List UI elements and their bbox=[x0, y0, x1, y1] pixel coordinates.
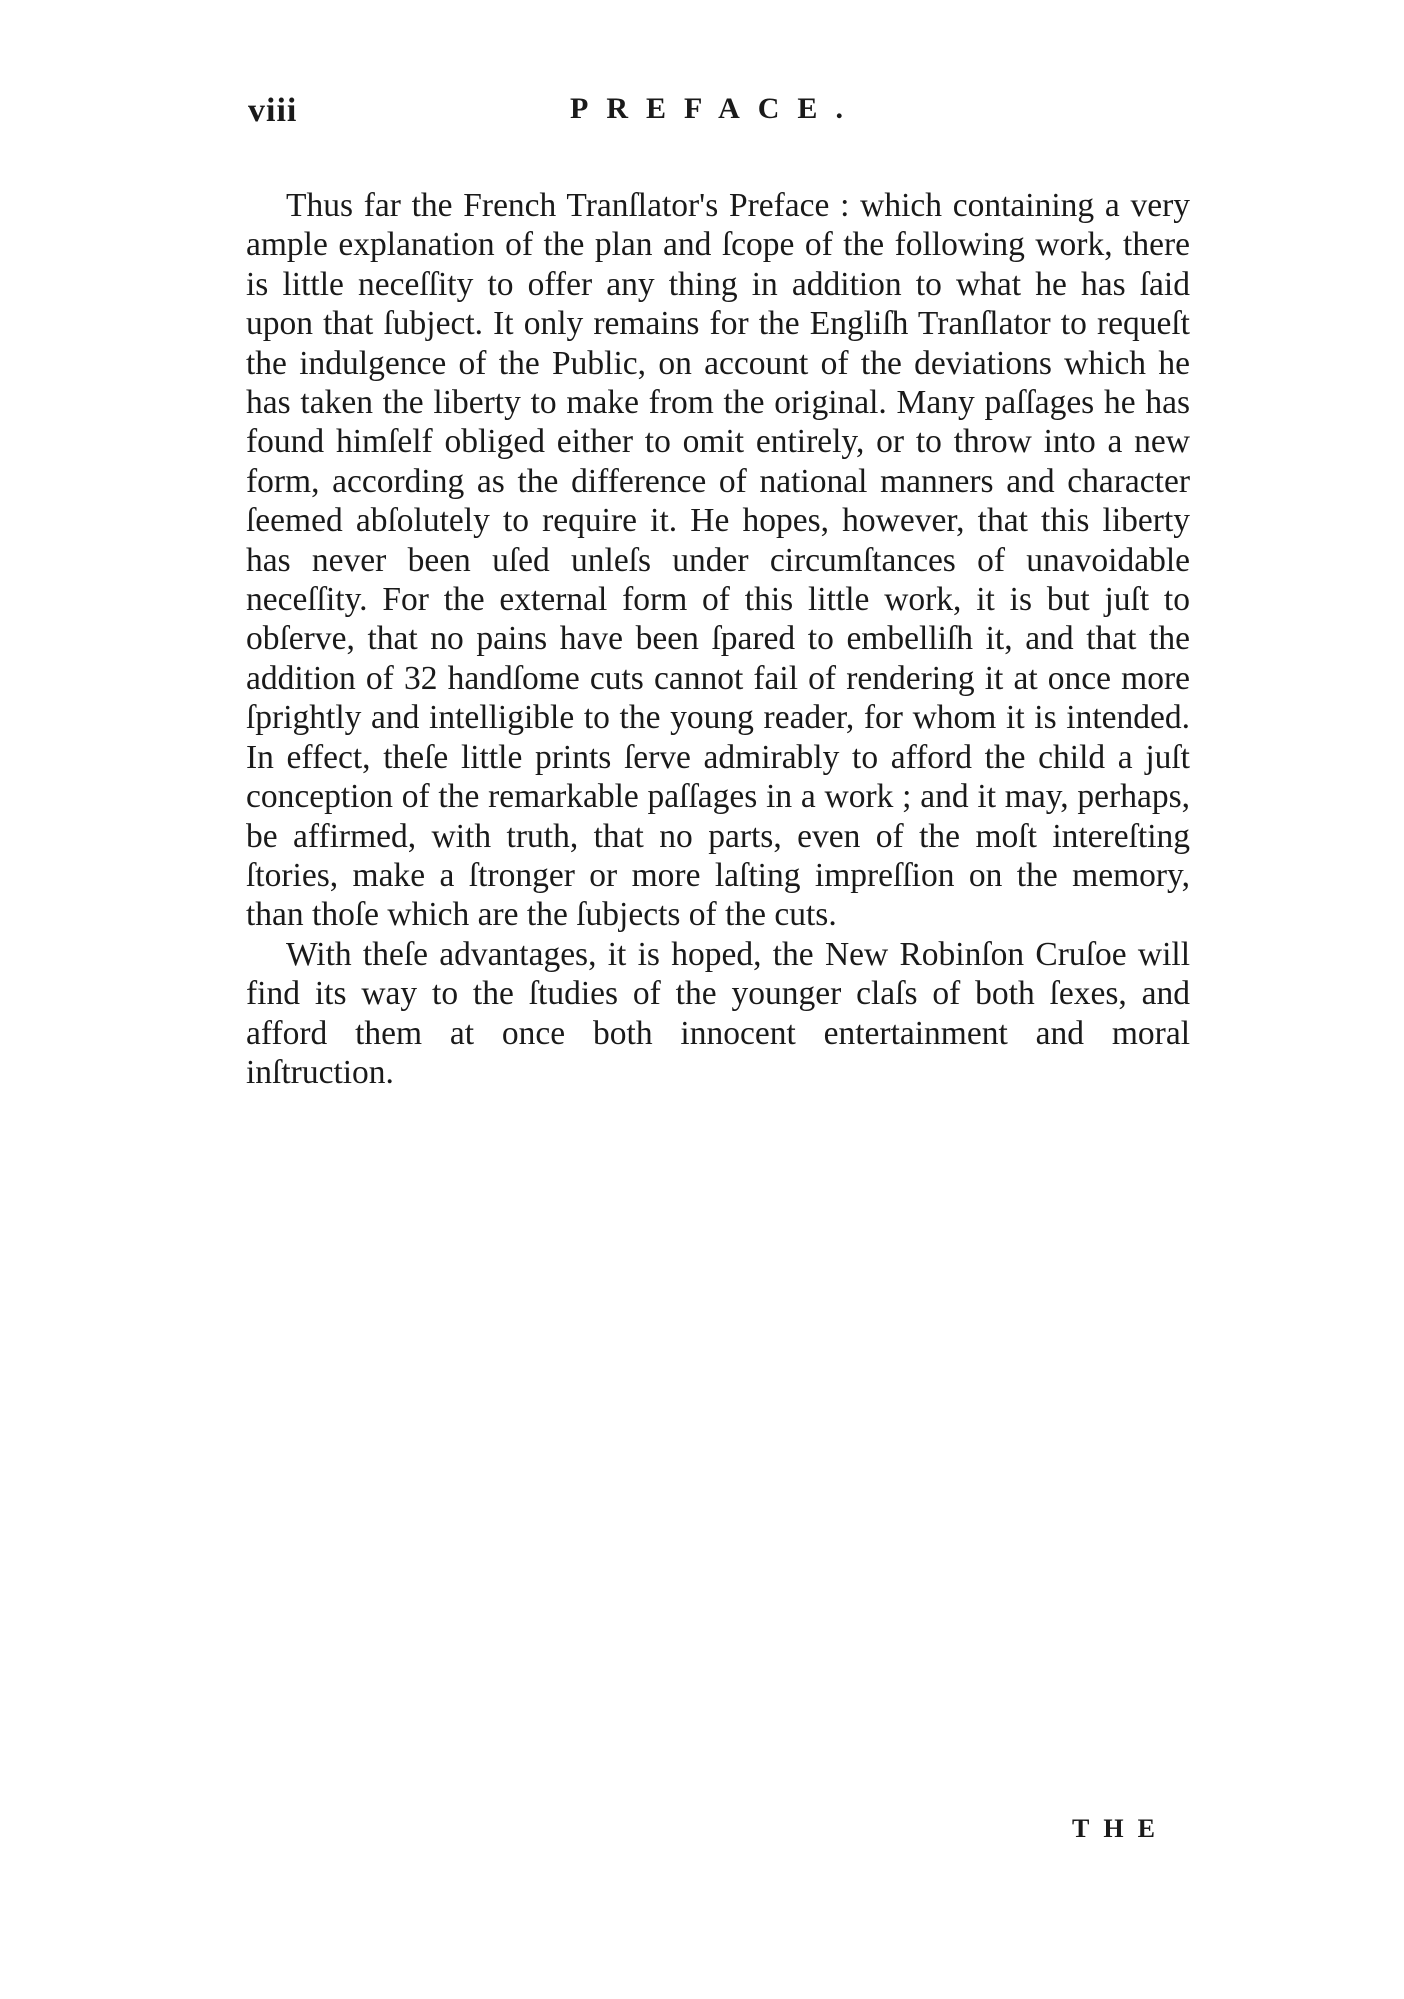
running-head bbox=[248, 92, 1188, 132]
catchword: THE bbox=[1072, 1814, 1169, 1843]
running-title: PREFACE. bbox=[570, 92, 861, 125]
body-text bbox=[246, 186, 1190, 1092]
paragraph-translator-note: Thus far the French Tranſlator's Preface : which containing a very ample explanation of the plan and ſcope of the following work, there is little neceſſity to offer any thing in addition to what he has ſaid upon that ſubject. It only remains for the Engliſh Tranſlator to requeſt the indulgence of the Public, on account of the deviations which he has taken the liberty to make from the original. Many paſſages he has found himſelf obliged either to omit entirely, or to throw into a new form, according as the difference of national manners and character ſeemed abſolutely to require it. He hopes, however, that this liberty has never been uſed unleſs under circumſtances of unavoidable neceſſity. For the external form of this little work, it is but juſt to obſerve, that no pains have been ſpared to embelliſh it, and that the addition of 32 handſome cuts cannot fail of rendering it at once more ſprightly and intelligible to the young reader, for whom it is intended. In effect, theſe little prints ſerve admirably to afford the child a juſt conception of the remarkable paſſages in a work ; and it may, perhaps, be affirmed, with truth, that no parts, even of the moſt intereſting ſtories, make a ſtronger or more laſting impreſſion on the memory, than thoſe which are the ſubjects of the cuts. bbox=[246, 187, 1190, 934]
paragraph-advantages: With theſe advantages, it is hoped, the New Robinſon Cruſoe will find its way to the ſtudies of the younger claſs of both ſexes, and afford them at once both innocent entertainment and moral inſtruction. bbox=[246, 935, 1190, 1091]
page-number: viii bbox=[248, 92, 298, 129]
